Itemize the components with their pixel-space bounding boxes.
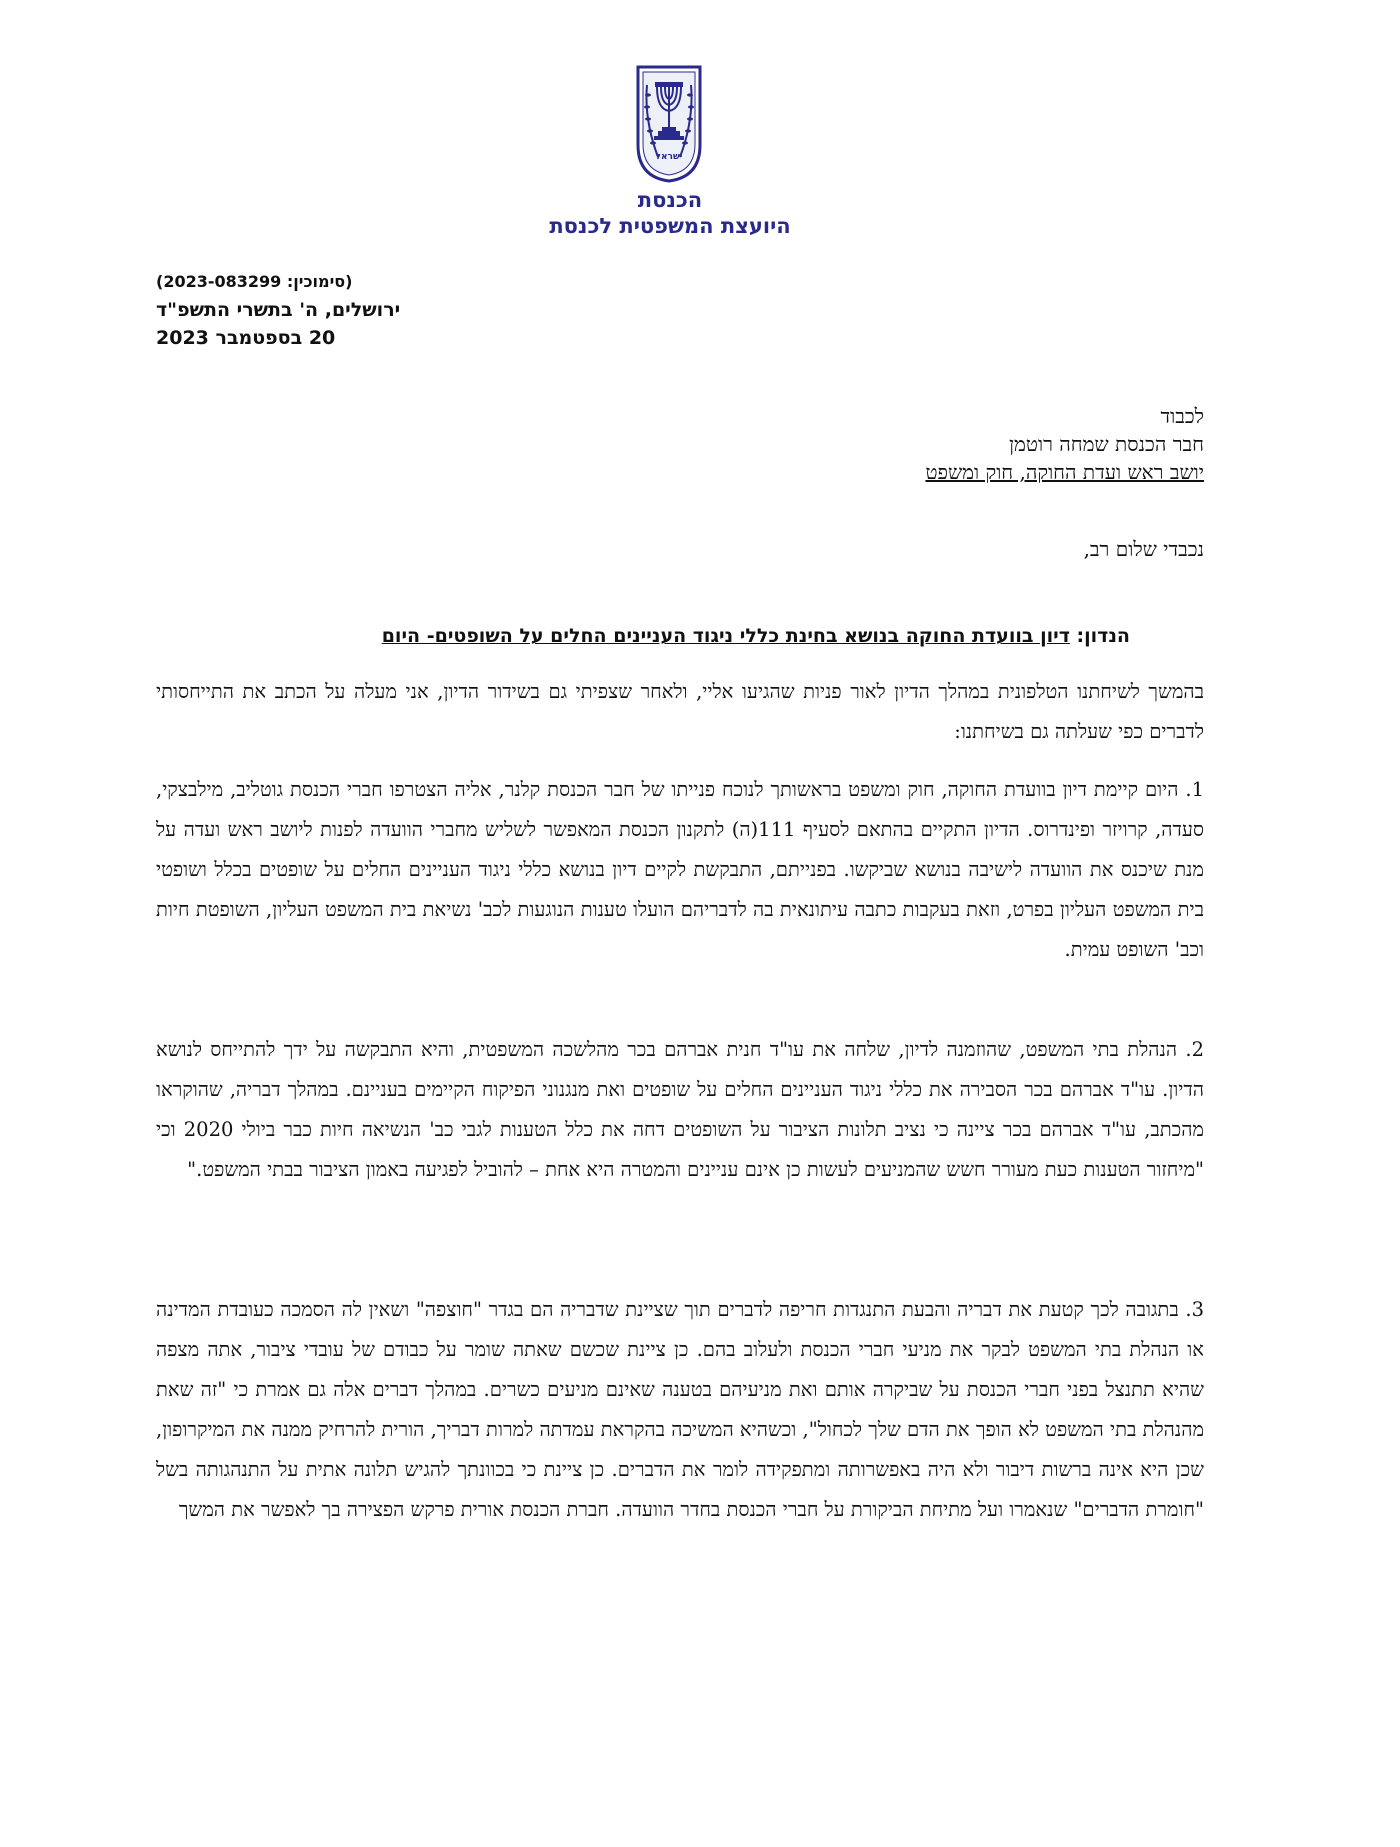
paragraph-3: 3. בתגובה לכך קטעת את דבריה והבעת התנגדות חריפה לדברים תוך שציינת שדבריה הם בגדר "חוצפה" ושאין לה הסמכה כעובדת המדינה או הנהלת בתי המשפט לבקר את מניעי חברי הכנסת ולעלוב בהם. כן ציינת שכשם שאתה שומר על כבודם של עובדי ציבור, אתה מצפה שהיא תתנצל בפני חברי הכנסת על שביקרה אותם ואת מניעיהם בטענה שאינם מניעים כשרים. במהלך דברים אלה גם אמרת כי "זה שאת מהנהלת בתי המשפט לא הופך את הדם שלך לכחול", וכשהיא המשיכה בהקראת עמדתה למרות דבריך, הורית להרחיק ממנה את המיקרופון, שכן היא אינה ברשות דיבור ולא היה באפשרותה ומתפקידה לומר את הדברים. כן ציינת כי בכוונתך להגיש תלונה אתית על התנהגותה בשל "חומרת הדברים" שנאמרו ועל מתיחת הביקורת על חברי הכנסת בחדר הוועדה. חברת הכנסת אורית פרקש הפצירה בך לאפשר את המשך — [156, 1298, 1204, 1521]
emblem-text: ישראל — [655, 152, 683, 162]
org-subtitle: היועצת המשפטית לכנסת — [549, 214, 791, 238]
reference-number: (סימוכין: 2023-083299) — [156, 272, 353, 291]
reference-block — [156, 268, 576, 352]
paragraph-intro: בהמשך לשיחתנו הטלפונית במהלך הדיון לאור פניות שהגיעו אליי, ולאחר שצפיתי גם בשידור הדיון, אני מעלה על הכתב את התייחסותי לדברים כפי שעלתה גם בשיחתנו: — [156, 680, 1204, 743]
hebrew-date: ירושלים, ה' בתשרי התשפ"ד — [156, 299, 401, 321]
org-name: הכנסת — [637, 188, 703, 212]
paragraph-1: 1. היום קיימת דיון בוועדת החוקה, חוק ומשפט בראשותך לנוכח פנייתו של חבר הכנסת קלנר, אליה הצטרפו חברי הכנסת גוטליב, מילבצקי, סעדה, קרויזר ופינדרוס. הדיון התקיים בהתאם לסעיף 111(ה) לתקנון הכנסת המאפשר לשליש מחברי הוועדה לפנות ליושב ראש ועדה על מנת שיכנס את הוועדה לישיבה בנושא שביקשו. בפנייתם, התבקשת לקיים דיון בנושא כללי ניגוד העניינים החלים על שופטים בכלל ושופטי בית המשפט העליון בפרט, וזאת בעקבות כתבה עיתונאית בה לדבריהם הועלו טענות הנוגעות לכב' נשיאת בית המשפט העליון, השופטת חיות וכב' השופט עמית. — [156, 778, 1204, 961]
addressee-salutation: לכבוד — [1160, 404, 1204, 428]
addressee-name: חבר הכנסת שמחה רוטמן — [1008, 432, 1204, 456]
subject-line — [230, 625, 1130, 647]
subject-prefix: הנדון: — [1076, 625, 1130, 647]
subject-text: דיון בוועדת החוקה בנושא בחינת כללי ניגוד העניינים החלים על השופטים- היום — [381, 625, 1070, 647]
paragraph-2: 2. הנהלת בתי המשפט, שהוזמנה לדיון, שלחה את עו"ד חנית אברהם בכר מהלשכה המשפטית, והיא התבקשה על ידך להתייחס לנושא הדיון. עו"ד אברהם בכר הסבירה את כללי ניגוד העניינים החלים על שופטים ואת מנגנוני הפיקוח הקיימים בעניינם. במהלך דבריה, שהוקראו מהכתב, עו"ד אברהם בכר ציינה כי נציב תלונות הציבור על השופטים דחה את כלל הטענות לגבי כב' הנשיאה חיות כבר ביולי 2020 וכי "מיחזור הטענות כעת מעורר חשש שהמניעים לעשות כן אינם עניינים והמטרה היא אחת – להוביל לפגיעה באמון הציבור בבתי המשפט." — [156, 1038, 1204, 1181]
gregorian-date: 20 בספטמבר 2023 — [156, 327, 336, 349]
menorah-emblem-icon — [634, 65, 704, 183]
addressee-block — [504, 402, 1204, 486]
addressee-title: יושב ראש ועדת החוקה, חוק ומשפט — [925, 460, 1204, 484]
greeting: נכבדי שלום רב, — [1083, 537, 1204, 561]
